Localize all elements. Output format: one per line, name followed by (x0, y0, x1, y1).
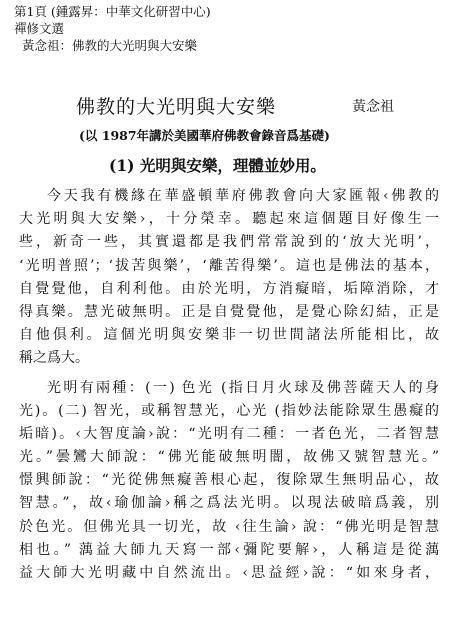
document-title: 佛教的大光明與大安樂 (76, 96, 277, 118)
text-line: 自他俱利。這個光明與安樂非一切世間諸法所能相比，故 (19, 327, 439, 344)
text-line: 垢暗)。‹大智度論›說：“光明有二種：一者色光，二者智慧 (19, 425, 439, 442)
paragraph-1 (19, 185, 439, 371)
header-article-ref: 黃念祖：佛教的大光明與大安樂 (22, 38, 198, 53)
text-line: 相也。” 蕅益大師九天寫一部‹彌陀要解›，人稱這是從蕅 (19, 541, 439, 558)
text-line: 光。”曇鸞大師說：“佛光能破無明闇，故佛又號智慧光。” (19, 449, 439, 466)
body-text (19, 185, 439, 585)
text-line: 自覺覺他，自利利他。由於光明，方消癡暗，垢障消除，才 (19, 280, 439, 297)
text-line: ‘光明普照’；‘拔苦與樂’，‘離苦得樂’。這也是佛法的基本， (19, 257, 439, 274)
text-line: 光)。(二) 智光，或稱智慧光，心光 (指妙法能除眾生愚癡的 (19, 402, 439, 419)
text-line: 益大師大光明藏中自然流出。‹思益經›說：“如來身者， (19, 565, 439, 581)
text-line: 些，新奇一些，其實還都是我們常常說到的‘放大光明’， (19, 234, 439, 251)
text-line: 憬興師說：“光從佛無癡善根心起，復除眾生無明品心，故 (19, 472, 439, 489)
text-line: 光明有兩種：(一) 色光 (指日月火球及佛菩薩天人的身 (47, 379, 439, 396)
text-line: 稱之爲大。 (19, 350, 89, 367)
section-heading: (1) 光明與安樂，理體並妙用。 (109, 156, 326, 175)
text-line: 得真樂。慧光破無明。正是自覺覺他，是覺心除幻結，正是 (19, 303, 439, 320)
paragraph-2 (19, 377, 439, 586)
document-author: 黃念祖 (352, 99, 394, 115)
header-page-source: 第1頁 (鍾露昇：中華文化研習中心) (14, 4, 211, 19)
text-line: 智慧。”，故‹瑜伽論›稱之爲法光明。以現法破暗爲義，別 (19, 495, 439, 512)
text-line: 大光明與大安樂›，十分榮幸。聽起來這個題目好像生一 (19, 211, 439, 228)
document-subtitle: (以 1987年講於美國華府佛教會錄音爲基礎) (79, 128, 330, 143)
text-line: 於色光。但佛光具一切光，故 ‹往生論› 說：“佛光明是智慧 (19, 518, 439, 535)
header-collection: 禪修文選 (14, 21, 65, 36)
text-line: 今天我有機緣在華盛頓華府佛教會向大家匯報‹佛教的 (47, 188, 439, 204)
